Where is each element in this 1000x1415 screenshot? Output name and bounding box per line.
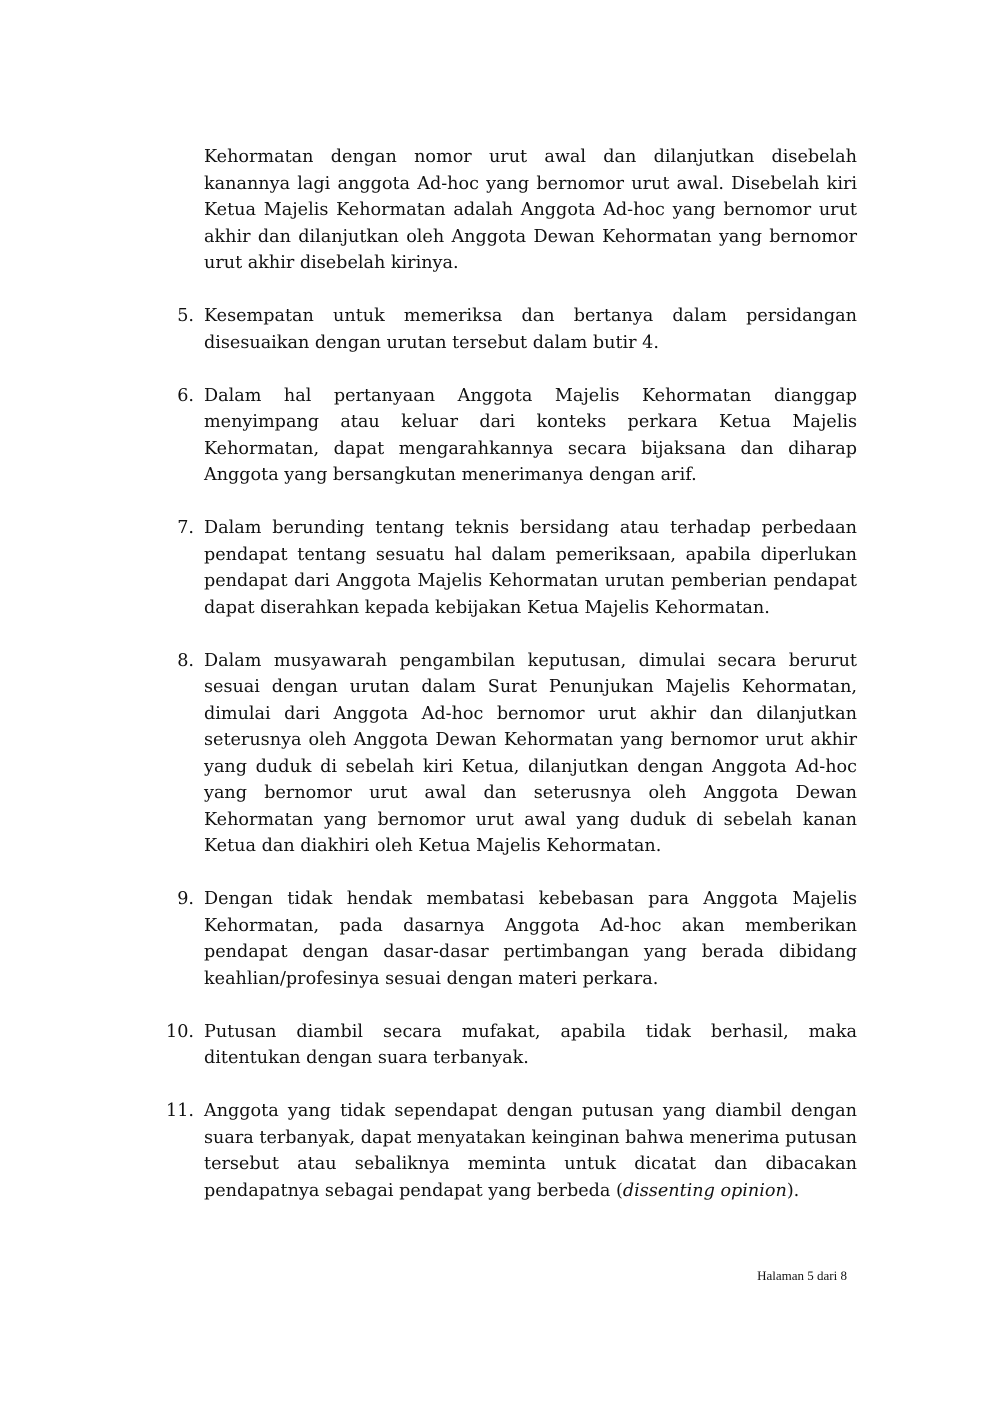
item-number: 9. <box>177 889 194 909</box>
item-text-end: ). <box>786 1180 800 1201</box>
item-text: Kesempatan untuk memeriksa dan bertanya dalam persidangan disesuaikan dengan urutan tersebut dalam butir 4. <box>204 306 857 353</box>
item-number: 10. <box>166 1021 194 1042</box>
list-item-5 <box>177 303 857 356</box>
list-item-6 <box>177 383 857 489</box>
list-item-9 <box>177 886 857 992</box>
item-number: 6. <box>177 385 194 406</box>
list-item-8 <box>177 648 857 860</box>
item-text: Dengan tidak hendak membatasi kebebasan para Anggota Majelis Kehormatan, pada dasarnya Anggota Ad-hoc akan memberikan pendapat dengan dasar-dasar pertimbangan yang berada dibidang keahlian/profesinya sesuai dengan materi perkara. <box>204 889 857 989</box>
page-number-footer: Halaman 5 dari 8 <box>757 1268 847 1283</box>
italic-term: dissenting opinion <box>622 1180 787 1201</box>
item-text: Putusan diambil secara mufakat, apabila tidak berhasil, maka ditentukan dengan suara terbanyak. <box>204 1021 857 1068</box>
item-number: 5. <box>177 306 194 326</box>
list-item-11 <box>166 1098 857 1204</box>
item-number: 8. <box>177 650 194 671</box>
list-item-10 <box>166 1019 857 1072</box>
item-text: Anggota yang tidak sependapat dengan putusan yang diambil dengan suara terbanyak, dapat menyatakan keinginan bahwa menerima putusan tersebut atau sebaliknya meminta untuk dicatat dan dibacakan pendapatnya sebagai pendapat yang berbeda ( <box>204 1101 857 1201</box>
item-text: Dalam hal pertanyaan Anggota Majelis Kehormatan dianggap menyimpang atau keluar dari konteks perkara Ketua Majelis Kehormatan, dapat mengarahkannya secara bijaksana dan diharap Anggota yang bersangkutan menerimanya dengan arif. <box>204 385 857 485</box>
list-item-7 <box>177 515 857 621</box>
item-number: 11. <box>166 1101 194 1121</box>
continuation-paragraph: Kehormatan dengan nomor urut awal dan dilanjutkan disebelah kanannya lagi anggota Ad-hoc yang bernomor urut awal. Disebelah kiri Ketua Majelis Kehormatan adalah Anggota Ad-hoc yang bernomor urut akhir dan dilanjutkan oleh Anggota Dewan Kehormatan yang bernomor urut akhir disebelah kirinya. <box>204 147 857 273</box>
item-text: Dalam musyawarah pengambilan keputusan, dimulai secara berurut sesuai dengan urutan dalam Surat Penunjukan Majelis Kehormatan, dimulai dari Anggota Ad-hoc bernomor urut akhir dan dilanjutkan seterusnya oleh Anggota Dewan Kehormatan yang bernomor urut akhir yang duduk di sebelah kiri Ketua, dilanjutkan dengan Anggota Ad-hoc yang bernomor urut awal dan seterusnya oleh Anggota Dewan Kehormatan yang bernomor urut awal yang duduk di sebelah kanan Ketua dan diakhiri oleh Ketua Majelis Kehormatan. <box>204 650 857 856</box>
page-body <box>166 144 857 1231</box>
item-number: 7. <box>177 518 194 538</box>
item-text: Dalam berunding tentang teknis bersidang atau terhadap perbedaan pendapat tentang sesuatu hal dalam pemeriksaan, apabila diperlukan pendapat dari Anggota Majelis Kehormatan urutan pemberian pendapat dapat diserahkan kepada kebijakan Ketua Majelis Kehormatan. <box>204 518 857 618</box>
